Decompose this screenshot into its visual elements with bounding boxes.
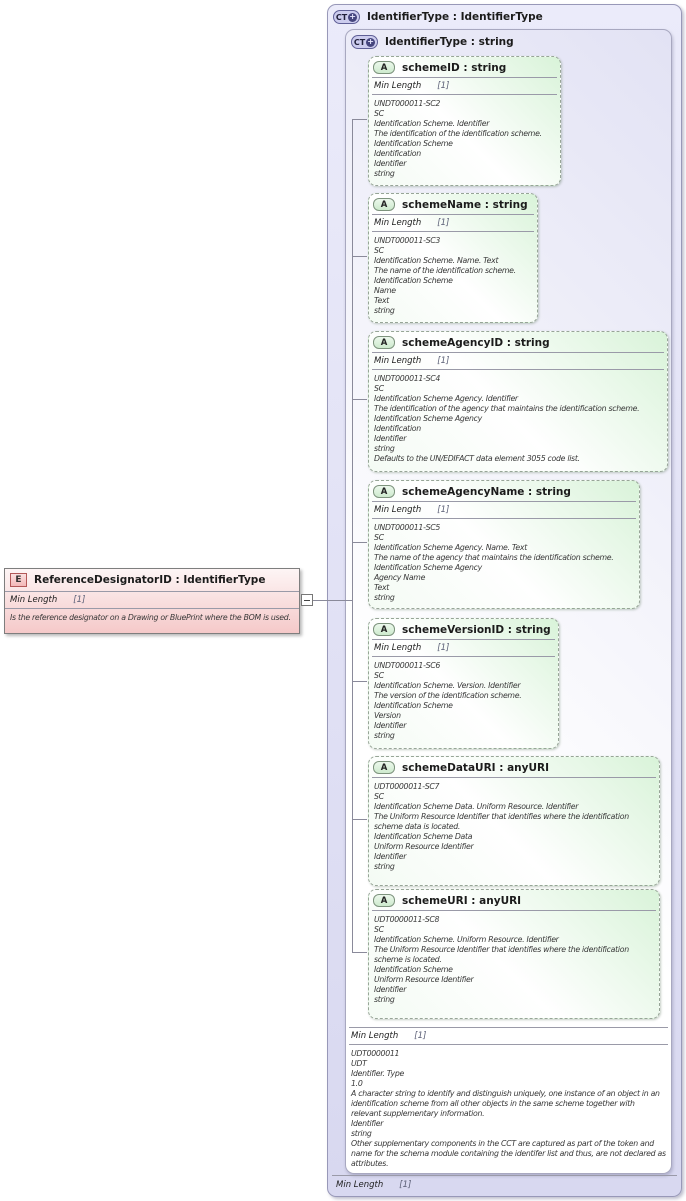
doc-line: Agency Name xyxy=(374,573,426,582)
doc-line: Uniform Resource Identifier xyxy=(374,842,474,851)
inner-type-annotation xyxy=(346,1045,671,1172)
complextype-icon-label: CT xyxy=(335,12,348,22)
attr-box-schemeDataURI[interactable] xyxy=(368,756,660,886)
attr-title: schemeVersionID : string xyxy=(402,623,551,636)
complextype-inner-header xyxy=(346,30,671,53)
attr-header xyxy=(369,194,537,214)
attr-annotation xyxy=(372,910,656,1008)
doc-line: UDT0000011-SC7 xyxy=(374,782,440,791)
element-title: ReferenceDesignatorID : IdentifierType xyxy=(34,574,266,586)
attr-annotation xyxy=(369,519,639,606)
facet-name: Min Length xyxy=(374,356,422,366)
facet-name: Min Length xyxy=(374,81,422,91)
doc-line: UDT0000011-SC8 xyxy=(374,915,440,924)
doc-line: Defaults to the UN/EDIFACT data element 3055 code list. xyxy=(374,454,580,463)
connector-tick xyxy=(352,119,367,120)
doc-line: The Uniform Resource Identifier that identifies where the identification scheme is located. xyxy=(374,945,629,964)
doc-line: SC xyxy=(374,792,384,801)
doc-line: Identification Scheme xyxy=(374,139,453,148)
facet-name: Min Length xyxy=(336,1180,384,1190)
doc-line: Identification xyxy=(374,424,421,433)
doc-line: string xyxy=(374,169,395,178)
facet-name: Min Length xyxy=(351,1031,399,1041)
outer-facet-row xyxy=(332,1175,677,1194)
attr-header xyxy=(369,332,667,352)
doc-line: Identification Scheme. Uniform Resource. Identifier xyxy=(374,935,559,944)
doc-line: The identification of the agency that maintains the identification scheme. xyxy=(374,404,640,413)
doc-line: UNDT000011-SC5 xyxy=(374,523,441,532)
element-header xyxy=(5,569,299,591)
doc-line: Identification Scheme Data. Uniform Resource. Identifier xyxy=(374,802,579,811)
attr-title: schemeID : string xyxy=(402,61,507,74)
attribute-icon: A xyxy=(373,623,395,636)
attr-header xyxy=(369,757,659,777)
attr-title: schemeName : string xyxy=(402,198,528,211)
element-annotation: Is the reference designator on a Drawing or BluePrint where the BOM is used. xyxy=(10,613,291,622)
plus-icon: + xyxy=(349,11,356,21)
doc-line: Identifier xyxy=(374,852,407,861)
attr-header xyxy=(369,57,560,77)
doc-line: Text xyxy=(374,296,390,305)
doc-line: The version of the identification scheme. xyxy=(374,691,522,700)
doc-line: Identification Scheme. Name. Text xyxy=(374,256,499,265)
facet-value: [1] xyxy=(437,505,450,515)
doc-line: Identifier xyxy=(374,985,407,994)
doc-line: SC xyxy=(374,109,384,118)
facet-value: [1] xyxy=(399,1180,412,1190)
doc-line: The Uniform Resource Identifier that identifies where the identification scheme data is located. xyxy=(374,812,629,831)
facet-name: Min Length xyxy=(374,505,422,515)
connector-tick xyxy=(352,399,367,400)
element-box-ReferenceDesignatorID[interactable] xyxy=(4,568,300,634)
plus-icon: + xyxy=(367,36,374,46)
doc-line: Identification Scheme xyxy=(374,276,453,285)
complextype-icon xyxy=(351,35,378,49)
doc-line: Identification Scheme Agency xyxy=(374,414,482,423)
doc-line: SC xyxy=(374,246,384,255)
attr-box-schemeURI[interactable] xyxy=(368,889,660,1019)
attr-annotation xyxy=(369,95,560,182)
connector-tick xyxy=(352,256,367,257)
doc-line: Identifier. Type xyxy=(351,1069,405,1078)
facet-value: [1] xyxy=(437,643,450,653)
doc-line: string xyxy=(374,593,395,602)
doc-line: Identification Scheme Data xyxy=(374,832,473,841)
attr-header xyxy=(369,619,558,639)
attr-annotation xyxy=(372,777,656,875)
inner-type-details xyxy=(346,1027,671,1172)
doc-line: 1.0 xyxy=(351,1079,363,1088)
attribute-icon: A xyxy=(373,761,395,774)
complextype-box-outer[interactable] xyxy=(327,4,682,1197)
doc-line: Identification xyxy=(374,149,421,158)
doc-line: string xyxy=(374,731,395,740)
doc-line: Text xyxy=(374,583,390,592)
doc-line: Identifier xyxy=(351,1119,384,1128)
doc-line: SC xyxy=(374,925,384,934)
attr-facet-row xyxy=(372,501,636,519)
doc-line: string xyxy=(374,995,395,1004)
doc-line: SC xyxy=(374,384,384,393)
facet-name: Min Length xyxy=(10,595,58,605)
attr-box-schemeAgencyName[interactable] xyxy=(368,480,640,609)
doc-line: SC xyxy=(374,533,384,542)
doc-line: Identification Scheme Agency. Identifier xyxy=(374,394,518,403)
doc-line: UNDT000011-SC6 xyxy=(374,661,441,670)
attribute-icon: A xyxy=(373,198,395,211)
facet-value: [1] xyxy=(437,81,450,91)
connector-tick xyxy=(352,952,367,953)
doc-line: Identification Scheme xyxy=(374,701,453,710)
attr-title: schemeURI : anyURI xyxy=(402,894,522,907)
doc-line: Identifier xyxy=(374,159,407,168)
attr-box-schemeAgencyID[interactable] xyxy=(368,331,668,472)
doc-line: Other supplementary components in the CCT are captured as part of the token and name for the schema module containing the identifer list and thus, are not declared as attributes. xyxy=(351,1139,666,1168)
complextype-icon xyxy=(333,10,360,24)
attribute-icon: A xyxy=(373,485,395,498)
facet-name: Min Length xyxy=(374,643,422,653)
connector-tick xyxy=(352,542,367,543)
doc-line: Uniform Resource Identifier xyxy=(374,975,474,984)
attr-title: schemeAgencyName : string xyxy=(402,485,571,498)
doc-line: Identification Scheme Agency xyxy=(374,563,482,572)
inner-facet-row xyxy=(349,1027,668,1045)
doc-line: SC xyxy=(374,671,384,680)
collapse-toggle[interactable] xyxy=(301,594,313,606)
doc-line: Identification Scheme Agency. Name. Text xyxy=(374,543,527,552)
doc-line: The identification of the identification scheme. xyxy=(374,129,542,138)
attr-facet-row xyxy=(372,639,555,657)
doc-line: string xyxy=(351,1129,372,1138)
facet-value: [1] xyxy=(414,1031,427,1041)
attribute-icon: A xyxy=(373,61,395,74)
attr-title: schemeAgencyID : string xyxy=(402,336,550,349)
complextype-outer-title: IdentifierType : IdentifierType xyxy=(367,11,543,23)
doc-line: A character string to identify and distinguish uniquely, one instance of an object in an identification scheme from all other objects in the same scheme together with relevant supplementary information. xyxy=(351,1089,660,1118)
complextype-outer-header xyxy=(328,5,681,28)
doc-line: UDT xyxy=(351,1059,367,1068)
doc-line: Identification Scheme. Version. Identifier xyxy=(374,681,521,690)
facet-value: [1] xyxy=(437,218,450,228)
attr-annotation xyxy=(369,657,558,744)
attr-facet-row xyxy=(372,214,534,232)
facet-value: [1] xyxy=(437,356,450,366)
doc-line: The name of the identification scheme. xyxy=(374,266,516,275)
facet-name: Min Length xyxy=(374,218,422,228)
complextype-inner-title: IdentifierType : string xyxy=(385,36,514,48)
attr-annotation xyxy=(369,232,537,319)
connector-spine-vertical xyxy=(352,119,353,952)
doc-line: The name of the agency that maintains the identification scheme. xyxy=(374,553,614,562)
doc-line: UNDT000011-SC3 xyxy=(374,236,441,245)
doc-line: Identification Scheme. Identifier xyxy=(374,119,490,128)
attribute-icon: A xyxy=(373,894,395,907)
connector-tick xyxy=(352,819,367,820)
doc-line: Identifier xyxy=(374,434,407,443)
doc-line: Version xyxy=(374,711,401,720)
attr-annotation xyxy=(369,370,667,467)
connector-line-horizontal xyxy=(313,600,353,601)
attr-header xyxy=(369,481,639,501)
attr-box-schemeVersionID[interactable] xyxy=(368,618,559,749)
doc-line: string xyxy=(374,862,395,871)
attr-facet-row xyxy=(372,352,664,370)
doc-line: Identification Scheme xyxy=(374,965,453,974)
attr-header xyxy=(369,890,659,910)
element-icon: E xyxy=(10,573,27,587)
attr-facet-row xyxy=(372,77,557,95)
doc-line: UNDT000011-SC2 xyxy=(374,99,441,108)
complextype-icon-label: CT xyxy=(353,37,366,47)
complextype-box-inner[interactable] xyxy=(345,29,672,1174)
doc-line: Identifier xyxy=(374,721,407,730)
doc-line: UDT0000011 xyxy=(351,1049,400,1058)
attr-box-schemeName[interactable] xyxy=(368,193,538,323)
attr-title: schemeDataURI : anyURI xyxy=(402,761,549,774)
doc-line: string xyxy=(374,444,395,453)
doc-line: Name xyxy=(374,286,396,295)
attr-box-schemeID[interactable] xyxy=(368,56,561,186)
connector-tick xyxy=(352,681,367,682)
doc-line: UNDT000011-SC4 xyxy=(374,374,441,383)
facet-value: [1] xyxy=(73,595,86,605)
attribute-icon: A xyxy=(373,336,395,349)
doc-line: string xyxy=(374,306,395,315)
element-facet-row xyxy=(5,591,299,609)
